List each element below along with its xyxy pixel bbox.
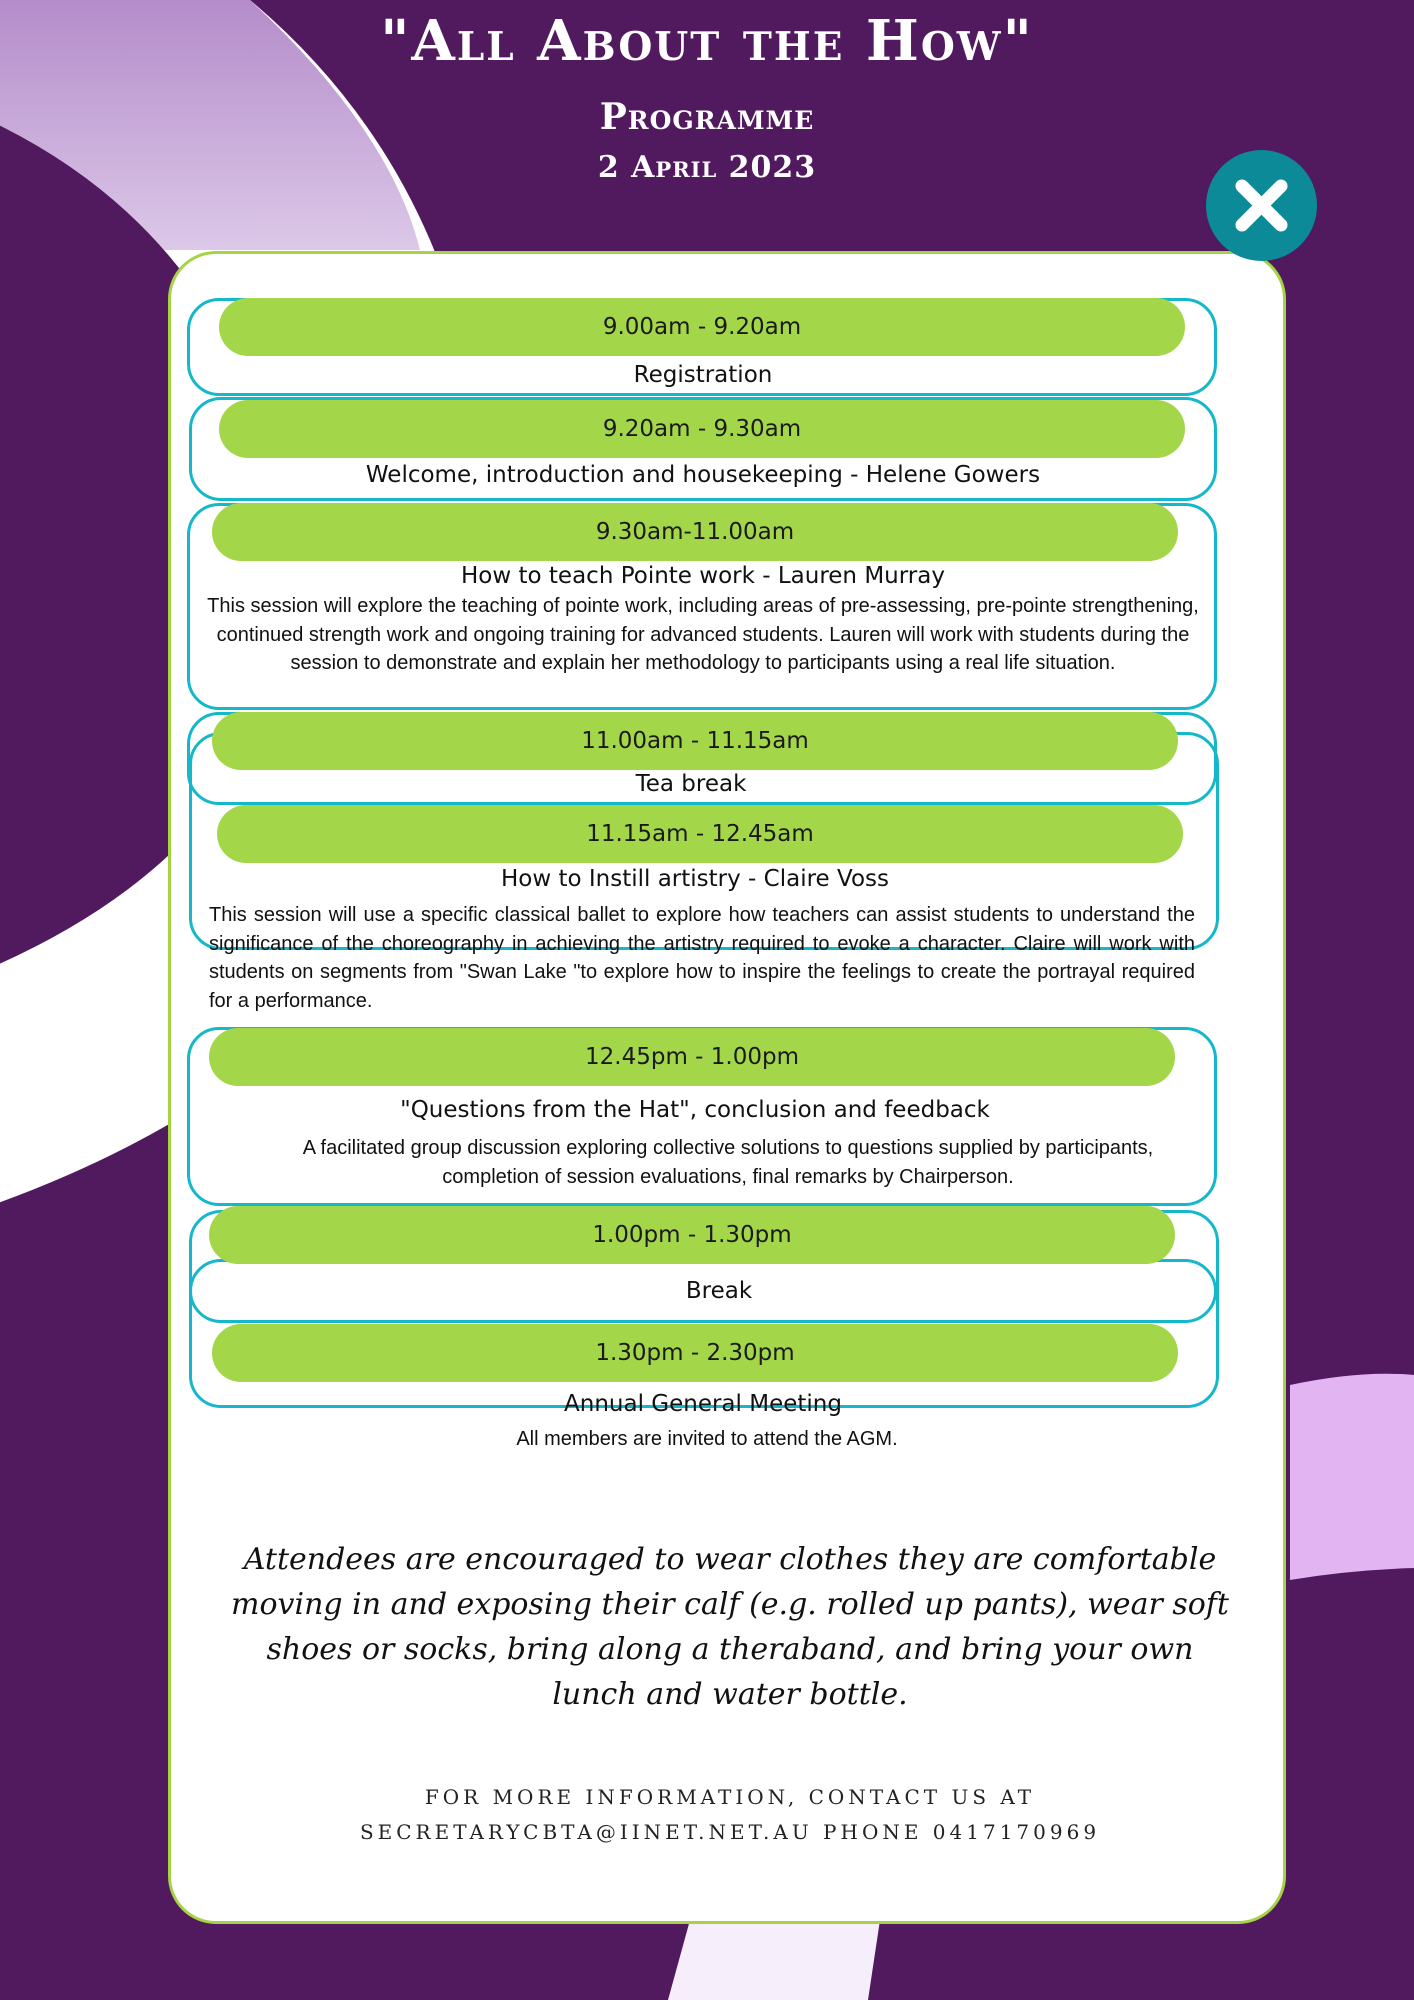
- session-title: How to teach Pointe work - Lauren Murray: [461, 563, 945, 589]
- session-description: A facilitated group discussion exploring collective solutions to questions supplied by participants, completion of session evaluations, final remarks by Chairperson.: [302, 1137, 1154, 1188]
- session-description: This session will explore the teaching of pointe work, including areas of pre-assessing, pre-pointe strengthening, continued strength work and ongoing training for advanced students. Lauren will work with students during the session to demonstrate and explain her methodology to participants using a real life situation.: [207, 595, 1199, 674]
- contact-line-2: SECRETARYCBTA@IINET.NET.AU PHONE 0417170969: [359, 1820, 1101, 1844]
- session-time: 9.30am-11.00am: [212, 503, 1178, 561]
- session-time: 1.00pm - 1.30pm: [209, 1206, 1175, 1264]
- session-title: Registration: [633, 362, 773, 388]
- close-icon: [1206, 150, 1317, 261]
- session-title: Break: [685, 1278, 753, 1304]
- session-title: How to Instill artistry - Claire Voss: [500, 866, 889, 892]
- session-time: 11.00am - 11.15am: [212, 712, 1178, 770]
- session-time: 12.45pm - 1.00pm: [209, 1028, 1175, 1086]
- event-date: 2 April 2023: [597, 150, 817, 185]
- session-time: 9.00am - 9.20am: [219, 298, 1185, 356]
- attendee-note: Attendees are encouraged to wear clothes they are comfortable moving in and exposing their calf (e.g. rolled up pants), wear soft shoes or socks, bring along a theraband, and bring your own lunch and water bottle.: [231, 1542, 1229, 1712]
- session-title: "Questions from the Hat", conclusion and feedback: [400, 1097, 990, 1123]
- page-title: "All About the How": [380, 8, 1034, 74]
- session-title: Tea break: [635, 771, 747, 797]
- contact-info: [200, 1780, 1260, 1850]
- session-time: 1.30pm - 2.30pm: [212, 1324, 1178, 1382]
- session-time: 11.15am - 12.45am: [217, 805, 1183, 863]
- contact-line-1: FOR MORE INFORMATION, CONTACT US AT: [424, 1785, 1036, 1809]
- session-title: Annual General Meeting: [564, 1391, 842, 1417]
- session-time: 9.20am - 9.30am: [219, 400, 1185, 458]
- session-title: Welcome, introduction and housekeeping - Helene Gowers: [365, 462, 1041, 488]
- close-button[interactable]: [1206, 150, 1317, 261]
- page-subtitle: Programme: [599, 96, 815, 138]
- session-description: This session will use a specific classical ballet to explore how teachers can assist students to understand the significance of the choreography in achieving the artistry required to evoke a character. Claire will work with students on segments from "Swan Lake "to explore how to inspire the feelings to create the portrayal required for a performance.: [209, 904, 1195, 1012]
- session-description: All members are invited to attend the AGM.: [516, 1428, 898, 1450]
